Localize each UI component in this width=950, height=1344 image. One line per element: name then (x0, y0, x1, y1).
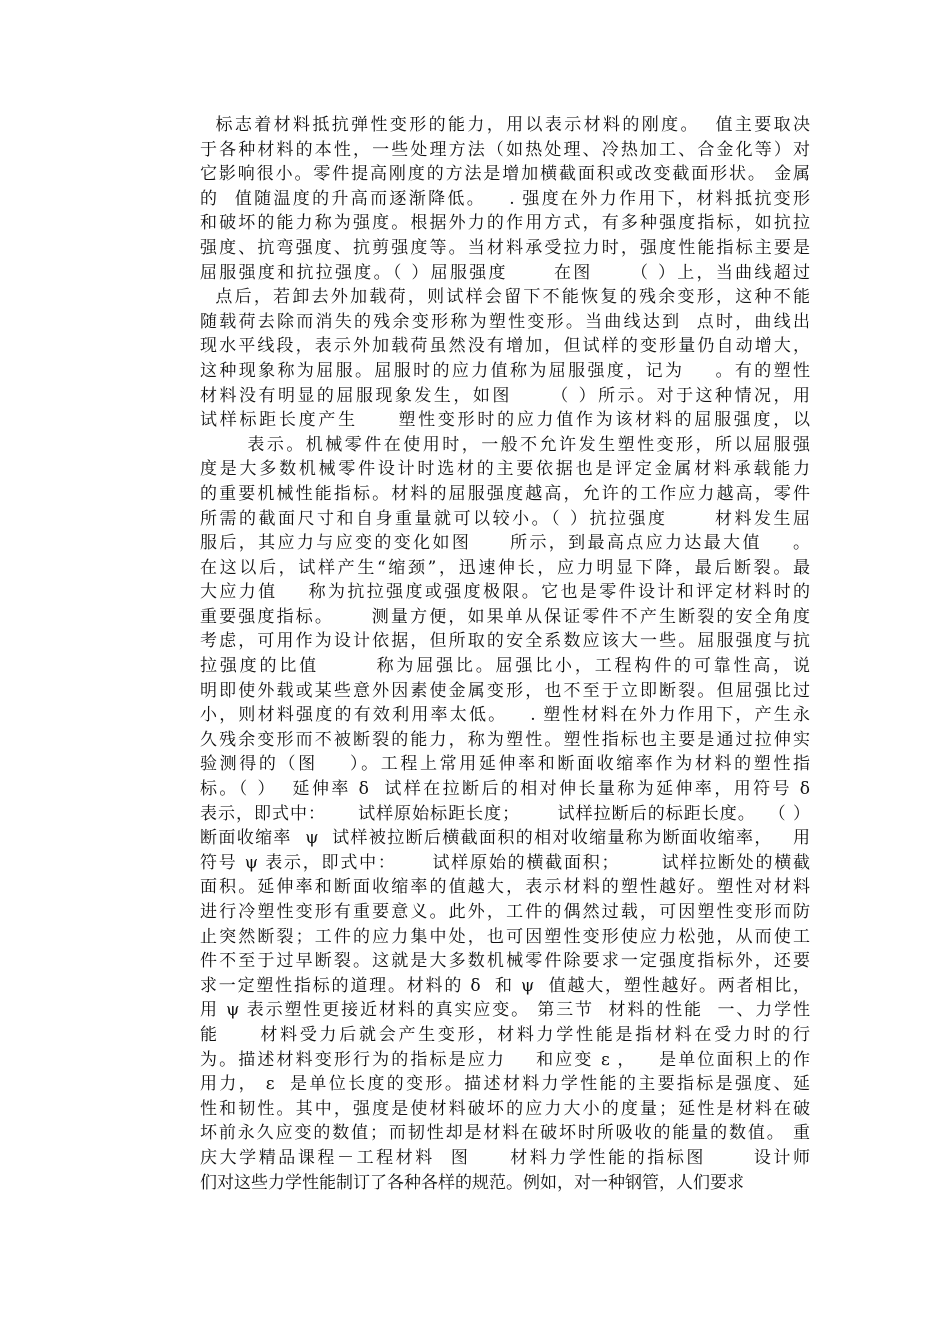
text-line: 坏前永久应变的数值；而韧性却是材料在破坏时所吸收的能量的数值。 重 (200, 1123, 810, 1144)
text-line: 屈服强度和抗拉强度。（ ）屈服强度 在图 （ ）上，当曲线超过 (200, 262, 810, 283)
text-line: 庆大学精品课程－工程材料 图 材料力学性能的指标图 设计师 (200, 1147, 810, 1168)
text-line: 标志着材料抵抗弹性变形的能力，用以表示材料的刚度。 值主要取决 (200, 115, 810, 135)
text-line: 和破坏的能力称为强度。根据外力的作用方式，有多种强度指标，如抗拉 (200, 213, 810, 234)
text-line: 用力， ε 是单位长度的变形。描述材料力学性能的主要指标是强度、延 (200, 1074, 810, 1095)
text-line: 久残余变形而不被断裂的能力，称为塑性。塑性指标也主要是通过拉伸实 (200, 729, 810, 750)
text-line: 考虑，可用作为设计依据，但所取的安全系数应该大一些。屈服强度与抗 (200, 631, 810, 652)
text-line: 在这以后，试样产生“缩颈”，迅速伸长，应力明显下降，最后断裂。最 (200, 557, 810, 578)
text-line: 点后，若卸去外加载荷，则试样会留下不能恢复的残余变形，这种不能 (200, 287, 810, 308)
text-line: 求一定塑性指标的道理。材料的 δ 和 ψ 值越大，塑性越好。两者相比， (200, 975, 810, 996)
text-line: 能 材料受力后就会产生变形，材料力学性能是指材料在受力时的行 (200, 1024, 810, 1045)
text-line: 表示。机械零件在使用时，一般不允许发生塑性变形，所以屈服强 (200, 434, 810, 455)
text-line: 断面收缩率 ψ 试样被拉断后横截面积的相对收缩量称为断面收缩率， 用 (200, 828, 810, 849)
text-line: 大应力值 称为抗拉强度或强度极限。它也是零件设计和评定材料时的 (200, 582, 810, 603)
text-line: 们对这些力学性能制订了各种各样的规范。例如，对一种钢管，人们要求 (200, 1172, 744, 1193)
text-line: 它影响很小。零件提高刚度的方法是增加横截面积或改变截面形状。 金属 (200, 164, 810, 185)
text-line: 件不至于过早断裂。这就是大多数机械零件除要求一定强度指标外，还要 (200, 951, 810, 972)
text-line: 明即使外载或某些意外因素使金属变形，也不至于立即断裂。但屈强比过 (200, 680, 810, 701)
text-line: 材料没有明显的屈服现象发生，如图 （ ）所示。对于这种情况，用 (200, 385, 810, 406)
text-line: 的重要机械性能指标。材料的屈服强度越高，允许的工作应力越高，零件 (200, 483, 810, 504)
text-line: 这种现象称为屈服。屈服时的应力值称为屈服强度，记为 。有的塑性 (200, 360, 810, 381)
text-line: 于各种材料的本性，一些处理方法（如热处理、冷热加工、合金化等）对 (200, 139, 810, 160)
text-line: 标。（ ） 延伸率 δ 试样在拉断后的相对伸长量称为延伸率，用符号 δ (200, 779, 810, 800)
text-line: 为。描述材料变形行为的指标是应力 和应变 ε ， 是单位面积上的作 (200, 1049, 810, 1070)
text-line: 所需的截面尺寸和自身重量就可以较小。（ ）抗拉强度 材料发生屈 (200, 508, 810, 529)
text-line: 进行冷塑性变形有重要意义。此外，工件的偶然过载，可因塑性变形而防 (200, 902, 810, 922)
text-line: 拉强度的比值 称为屈强比。屈强比小，工程构件的可靠性高，说 (200, 656, 810, 677)
text-line: 随载荷去除而消失的残余变形称为塑性变形。当曲线达到 点时，曲线出 (200, 311, 810, 332)
text-line: 验测得的（图 ）。工程上常用延伸率和断面收缩率作为材料的塑性指 (200, 754, 810, 775)
text-line: 止突然断裂；工件的应力集中处，也可因塑性变形使应力松弛，从而使工 (200, 926, 810, 947)
text-line: 服后，其应力与应变的变化如图 所示，到最高点应力达最大值 。 (200, 533, 810, 554)
document-body (200, 113, 810, 1195)
text-line: 的 值随温度的升高而逐渐降低。 . 强度在外力作用下，材料抵抗变形 (200, 188, 810, 209)
text-line: 小，则材料强度的有效利用率太低。 . 塑性材料在外力作用下，产生永 (200, 705, 810, 726)
text-line: 用 ψ 表示塑性更接近材料的真实应变。 第三节 材料的性能 一、力学性 (200, 1000, 810, 1021)
text-line: 强度、抗弯强度、抗剪强度等。当材料承受拉力时，强度性能指标主要是 (200, 237, 810, 258)
text-line: 试样标距长度产生 塑性变形时的应力值作为该材料的屈服强度，以 (200, 410, 810, 431)
text-line: 度是大多数机械零件设计时选材的主要依据也是评定金属材料承载能力 (200, 459, 810, 480)
text-line: 现水平线段，表示外加载荷虽然没有增加，但试样的变形量仍自动增大， (200, 336, 810, 357)
text-line: 性和韧性。其中，强度是使材料破坏的应力大小的度量；延性是材料在破 (200, 1098, 810, 1119)
text-line: 重要强度指标。 测量方便，如果单从保证零件不产生断裂的安全角度 (200, 606, 810, 627)
text-line: 面积。延伸率和断面收缩率的值越大，表示材料的塑性越好。塑性对材料 (200, 877, 810, 898)
text-line: 符号 ψ 表示，即式中： 试样原始的横截面积； 试样拉断处的横截 (200, 852, 810, 873)
text-line: 表示，即式中： 试样原始标距长度； 试样拉断后的标距长度。 （ ） (200, 803, 810, 824)
